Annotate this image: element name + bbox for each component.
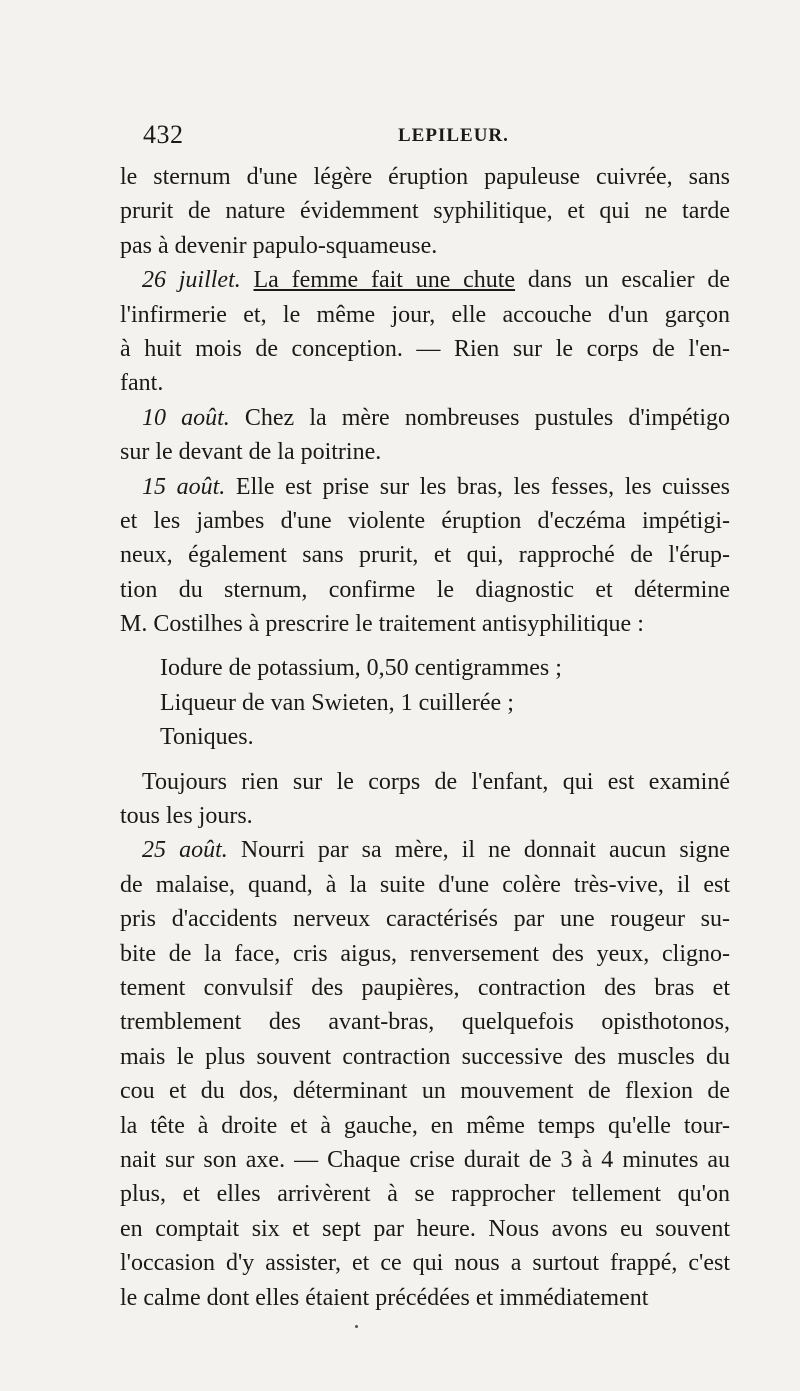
text-fragment: Elle est prise sur les bras, les fesses, les cuisses xyxy=(235,473,731,500)
date-15-aout: 15 août. xyxy=(142,473,226,500)
text-line: pris d'accidents nerveux caractérisés par une rougeur su- xyxy=(120,906,730,933)
text-line: tion du sternum, confirme le diagnostic et détermine xyxy=(120,576,730,603)
paragraph-25-aout-first-line xyxy=(120,833,730,867)
date-25-aout: 25 août. xyxy=(142,837,228,864)
spacer xyxy=(120,755,730,765)
text-line: bite de la face, cris aigus, renversement des yeux, cligno- xyxy=(120,940,730,967)
text-fragment: dans un escalier de xyxy=(527,267,731,294)
date-26-juillet: 26 juillet. xyxy=(142,267,241,294)
text-fragment: Chez la mère nombreuses pustules d'impétigo xyxy=(244,404,730,431)
body-text xyxy=(120,160,730,1315)
text-line: en comptait six et sept par heure. Nous avons eu souvent xyxy=(120,1215,730,1242)
text-line: tous les jours. xyxy=(120,803,253,830)
text-line: cou et du dos, déterminant un mouvement de flexion de xyxy=(120,1078,730,1105)
paragraph-15-aout-first-line xyxy=(120,470,730,504)
text-line: le sternum d'une légère éruption papuleuse cuivrée, sans xyxy=(120,164,730,190)
text-line: tement convulsif des paupières, contraction des bras et xyxy=(120,974,730,1001)
text-line: neux, également sans prurit, et qui, rapproché de l'érup- xyxy=(120,542,730,569)
running-head: LEPILEUR. xyxy=(398,125,509,146)
underlined-phrase: La femme fait une chute xyxy=(253,267,516,294)
text-line: l'occasion d'y assister, et ce qui nous a surtout frappé, c'est xyxy=(120,1250,730,1277)
ink-speck xyxy=(355,1325,358,1328)
text-line: tremblement des avant-bras, quelquefois opisthotonos, xyxy=(120,1009,730,1036)
text-line: l'infirmerie et, le même jour, elle accouche d'un garçon xyxy=(120,301,730,328)
text-fragment: Nourri par sa mère, il ne donnait aucun signe xyxy=(240,837,731,864)
text-line: sur le devant de la poitrine. xyxy=(120,439,382,466)
text-line: nait sur son axe. — Chaque crise durait de 3 à 4 minutes au xyxy=(120,1146,730,1173)
page-number: 432 xyxy=(143,120,184,149)
paragraph-10-aout-first-line xyxy=(120,401,730,435)
text-line: et les jambes d'une violente éruption d'eczéma impétigi- xyxy=(120,507,730,534)
date-10-aout: 10 août. xyxy=(142,404,230,431)
page-header xyxy=(143,120,728,156)
text-line: le calme dont elles étaient précédées et immédiatement xyxy=(120,1284,649,1311)
text-line: à huit mois de conception. — Rien sur le corps de l'en- xyxy=(120,335,730,362)
text-line: mais le plus souvent contraction successive des muscles du xyxy=(120,1043,730,1070)
prescription-item: Iodure de potassium, 0,50 centigrammes ; xyxy=(160,655,562,682)
text-line: de malaise, quand, à la suite d'une colère très-vive, il est xyxy=(120,871,730,898)
text-line: fant. xyxy=(120,370,164,397)
text-line: M. Costilhes à prescrire le traitement antisyphilitique : xyxy=(120,611,644,638)
spacer xyxy=(120,641,730,651)
text-line: Toujours rien sur le corps de l'enfant, qui est examiné xyxy=(142,768,730,795)
text-line: pas à devenir papulo-squameuse. xyxy=(120,232,438,259)
paragraph-26-juillet-first-line xyxy=(120,263,730,297)
prescription-item: Liqueur de van Swieten, 1 cuillerée ; xyxy=(160,689,514,716)
text-line: prurit de nature évidemment syphilitique, et qui ne tarde xyxy=(120,198,730,225)
prescription-item: Toniques. xyxy=(160,724,254,751)
text-line: plus, et elles arrivèrent à se rapprocher tellement qu'on xyxy=(120,1181,730,1208)
text-line: la tête à droite et à gauche, en même temps qu'elle tour- xyxy=(120,1112,730,1139)
